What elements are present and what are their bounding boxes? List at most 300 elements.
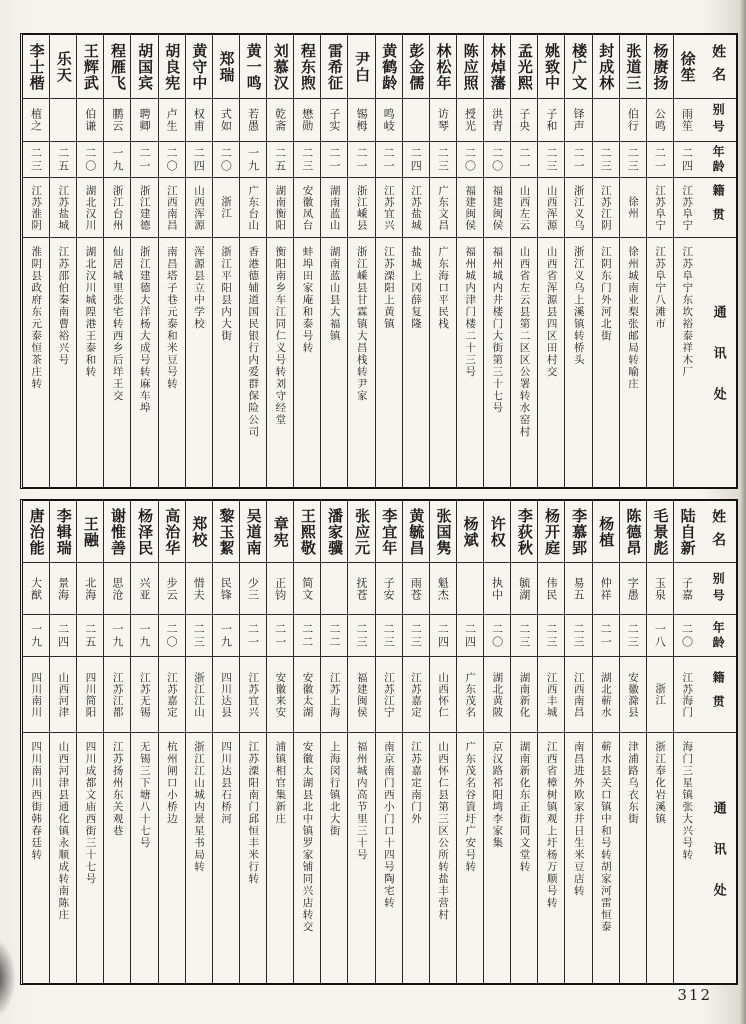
person-name-cell	[348, 501, 374, 563]
person-native-place-cell	[159, 178, 185, 238]
person-age: 二五	[273, 146, 287, 173]
person-alias-cell	[50, 563, 76, 615]
person-native-place-cell	[538, 657, 564, 733]
person-address-cell	[348, 238, 374, 487]
person-age-cell	[647, 142, 673, 178]
person-age-cell	[159, 615, 185, 657]
person-address-cell	[430, 238, 456, 487]
person-alias: 鸣岐	[382, 108, 396, 132]
person-address: 福州城内津门楼二十三号	[464, 246, 477, 378]
person-native-place-cell	[647, 657, 673, 733]
person-column	[23, 501, 49, 983]
page-number: 312	[677, 986, 712, 1004]
person-address: 浑源县立中学校	[193, 246, 206, 330]
person-alias: 子和	[544, 108, 558, 132]
person-age: 二三	[436, 146, 450, 173]
person-alias-cell	[159, 99, 185, 142]
person-age-cell	[321, 142, 347, 178]
person-address: 蚌埠田家庵和泰号转	[301, 246, 314, 354]
person-address-cell	[294, 733, 320, 983]
person-name: 林松年	[434, 42, 453, 91]
person-name-cell	[403, 35, 429, 99]
person-column	[103, 501, 130, 983]
person-address-cell	[23, 733, 49, 983]
person-age-cell	[213, 142, 239, 178]
person-column	[23, 35, 49, 487]
person-native-place: 江苏盐城	[57, 184, 70, 231]
person-name: 胡良宪	[163, 42, 182, 91]
person-name-cell	[511, 501, 537, 563]
person-address-cell	[50, 733, 76, 983]
person-age: 二一	[572, 146, 586, 173]
person-name: 吴道南	[244, 507, 263, 556]
person-age-cell	[538, 615, 564, 657]
person-name: 唐治能	[27, 507, 46, 556]
person-age: 二四	[680, 146, 694, 173]
person-alias-cell	[240, 99, 266, 142]
person-alias-cell	[403, 99, 429, 142]
person-address-cell	[159, 238, 185, 487]
person-column	[239, 501, 266, 983]
person-age-cell	[213, 615, 239, 657]
person-address: 山西省左云县第二区区公署转水窑村	[518, 246, 531, 438]
header-address-cell	[700, 238, 736, 487]
person-address-cell	[484, 238, 510, 487]
person-alias-cell	[186, 99, 212, 142]
person-age: 二一	[653, 146, 667, 173]
person-alias: 雨苍	[409, 576, 423, 601]
person-name-cell	[593, 501, 619, 563]
person-native-place: 江苏阜宁	[681, 184, 694, 231]
person-name: 黄一鸣	[244, 42, 263, 91]
person-address: 江西省樟树镇观上圩杨万顺号转	[545, 741, 558, 909]
person-name-cell	[267, 35, 293, 99]
person-name: 张应元	[353, 507, 372, 556]
person-alias-cell	[321, 563, 347, 615]
person-native-place: 江苏嘉定	[410, 671, 423, 718]
person-native-place: 江苏无锡	[138, 671, 151, 718]
person-age: 二〇	[490, 622, 504, 649]
header-age-cell	[700, 142, 736, 178]
person-native-place: 徐州	[627, 196, 640, 219]
person-native-place: 浙江	[654, 683, 667, 706]
person-name-cell	[484, 35, 510, 99]
person-address-cell	[104, 733, 130, 983]
person-column	[564, 501, 591, 983]
person-address-cell	[538, 238, 564, 487]
person-address: 南京南门西小门口十四号陶宅转	[382, 741, 395, 909]
person-age: 一九	[246, 146, 260, 173]
person-address-cell	[213, 238, 239, 487]
header-name-label: 姓名	[710, 43, 727, 90]
person-age: 一九	[110, 622, 124, 649]
person-alias: 铎声	[572, 108, 586, 132]
header-name-cell	[700, 501, 736, 563]
person-column	[158, 35, 185, 487]
person-address: 仙居城里张宅转西乡后垟王交	[111, 246, 124, 402]
person-address: 湖北汉川城隍港王泰和转	[84, 246, 97, 378]
person-native-place: 江苏海门	[681, 671, 694, 718]
person-alias: 少三	[246, 576, 260, 601]
person-column	[266, 501, 293, 983]
bottom-band	[20, 499, 738, 985]
person-native-place-cell	[321, 178, 347, 238]
header-address-cell	[700, 733, 736, 983]
person-native-place: 山西河津	[57, 671, 70, 718]
person-alias-cell	[376, 563, 402, 615]
person-name-cell	[186, 35, 212, 99]
person-address: 江苏阜宁东坎裕泰祥木厂	[681, 246, 694, 378]
person-native-place-cell	[620, 657, 646, 733]
person-address-cell	[321, 238, 347, 487]
person-address: 安徽太湖县北中镇罗家铺同兴店转交	[301, 741, 314, 933]
person-name: 王熙敬	[298, 507, 317, 556]
person-age: 一九	[219, 622, 233, 649]
person-age-cell	[457, 615, 483, 657]
person-age: 二三	[544, 146, 558, 173]
person-native-place-cell	[457, 178, 483, 238]
person-alias-cell	[620, 563, 646, 615]
person-alias-cell	[484, 99, 510, 142]
person-native-place: 浙江嵊县	[355, 184, 368, 231]
person-alias-cell	[403, 563, 429, 615]
person-alias: 子嘉	[680, 576, 694, 601]
person-native-place: 福建闽侯	[491, 184, 504, 231]
person-column	[429, 35, 456, 487]
person-name-cell	[104, 35, 130, 99]
person-native-place-cell	[376, 178, 402, 238]
person-name: 姚致中	[542, 42, 561, 91]
person-age-cell	[430, 615, 456, 657]
person-name-cell	[77, 35, 103, 99]
person-native-place: 江苏盐城	[410, 184, 423, 231]
person-native-place: 安徽太湖	[301, 671, 314, 718]
person-alias-cell	[348, 99, 374, 142]
person-address: 浦镇相官集新庄	[274, 741, 287, 825]
person-age-cell	[565, 142, 591, 178]
person-address-cell	[131, 238, 157, 487]
person-column	[347, 501, 374, 983]
person-address: 南昌塔子巷元泰和米豆号转	[165, 246, 178, 390]
person-age-cell	[620, 142, 646, 178]
person-name-cell	[131, 501, 157, 563]
person-age-cell	[321, 615, 347, 657]
person-address-cell	[321, 733, 347, 983]
person-native-place-cell	[348, 657, 374, 733]
person-alias-cell	[104, 99, 130, 142]
person-native-place-cell	[186, 657, 212, 733]
person-native-place: 江苏江都	[111, 671, 124, 718]
person-name: 章宪	[271, 515, 290, 548]
person-address-cell	[267, 733, 293, 983]
person-name: 孟光熙	[515, 42, 534, 91]
person-alias-cell	[77, 563, 103, 615]
person-name-cell	[159, 35, 185, 99]
person-alias: 字愚	[626, 576, 640, 601]
person-age: 二四	[56, 622, 70, 649]
scan-edge-shadow	[740, 0, 746, 1024]
person-native-place-cell	[294, 657, 320, 733]
person-native-place: 广东文昌	[437, 184, 450, 231]
person-age-cell	[593, 615, 619, 657]
person-age: 二五	[83, 622, 97, 649]
person-age-cell	[131, 615, 157, 657]
person-age: 二一	[517, 146, 531, 173]
person-native-place: 浙江江山	[193, 671, 206, 718]
person-alias: 式如	[219, 108, 233, 132]
person-address-cell	[240, 733, 266, 983]
person-address-cell	[647, 733, 673, 983]
person-age-cell	[77, 615, 103, 657]
person-native-place-cell	[674, 657, 700, 733]
person-name-cell	[647, 35, 673, 99]
person-address: 江苏嘉定南门外	[410, 741, 423, 825]
person-age-cell	[647, 615, 673, 657]
person-native-place-cell	[240, 657, 266, 733]
person-address-cell	[674, 733, 700, 983]
person-name-cell	[565, 35, 591, 99]
person-alias-cell	[511, 99, 537, 142]
person-alias-cell	[23, 99, 49, 142]
person-column	[673, 501, 700, 983]
person-column	[510, 501, 537, 983]
person-alias: 执中	[490, 576, 504, 601]
person-column	[266, 35, 293, 487]
person-alias-cell	[484, 563, 510, 615]
header-address-label: 通讯处	[710, 800, 726, 924]
person-age: 二一	[382, 146, 396, 173]
person-age: 二四	[436, 622, 450, 649]
person-native-place: 江苏淮阴	[30, 184, 43, 231]
person-native-place-cell	[593, 178, 619, 238]
person-name: 黄毓昌	[407, 507, 426, 556]
person-age-cell	[104, 142, 130, 178]
person-address-cell	[484, 733, 510, 983]
person-age-cell	[674, 142, 700, 178]
person-name-cell	[538, 501, 564, 563]
person-age: 二三	[544, 622, 558, 649]
person-address: 浙江嵊县甘霖镇大昌栈转尹家	[355, 246, 368, 402]
person-age-cell	[104, 615, 130, 657]
person-column	[130, 35, 157, 487]
person-native-place-cell	[321, 657, 347, 733]
person-native-place: 江西南昌	[165, 184, 178, 231]
person-name: 程雁飞	[108, 42, 127, 91]
person-age: 二一	[138, 146, 152, 173]
person-address: 四川南川西街韩春廷转	[30, 741, 43, 861]
person-native-place-cell	[457, 657, 483, 733]
person-alias-cell	[430, 99, 456, 142]
person-alias: 抚苍	[355, 576, 369, 601]
person-alias-cell	[457, 99, 483, 142]
person-native-place: 浙江台州	[111, 184, 124, 231]
person-age: 二一	[355, 146, 369, 173]
person-native-place: 江苏江宁	[382, 671, 395, 718]
person-age: 一九	[138, 622, 152, 649]
person-alias: 聘卿	[138, 108, 152, 132]
person-alias-cell	[620, 99, 646, 142]
person-address: 湖南蓝山县大福镇	[328, 246, 341, 342]
person-column	[429, 501, 456, 983]
person-name: 许权	[488, 515, 507, 548]
person-column	[293, 501, 320, 983]
person-alias-cell	[674, 99, 700, 142]
person-address-cell	[159, 733, 185, 983]
person-address: 南昌进外欧家井日生米豆店转	[572, 741, 585, 897]
person-age: 二三	[626, 622, 640, 649]
person-address: 蕲水县关口镇中和号转胡家河雷恒泰	[599, 741, 612, 933]
person-native-place-cell	[240, 178, 266, 238]
person-alias: 仲祥	[599, 576, 613, 601]
person-native-place: 山西浑源	[193, 184, 206, 231]
person-age-cell	[538, 142, 564, 178]
person-address-cell	[593, 733, 619, 983]
person-age: 二〇	[463, 146, 477, 173]
person-age: 二三	[355, 622, 369, 649]
person-alias: 洪青	[490, 108, 504, 132]
person-alias: 大猷	[29, 576, 43, 601]
person-age: 二四	[463, 622, 477, 649]
person-name-cell	[538, 35, 564, 99]
person-address-cell	[104, 238, 130, 487]
person-age: 二三	[300, 146, 314, 173]
person-native-place-cell	[77, 657, 103, 733]
person-alias: 景海	[56, 576, 70, 601]
person-age-cell	[674, 615, 700, 657]
person-address-cell	[23, 238, 49, 487]
person-address-cell	[376, 733, 402, 983]
person-name: 李辑瑞	[54, 507, 73, 556]
person-native-place-cell	[430, 657, 456, 733]
person-age: 二一	[246, 622, 260, 649]
person-address-cell	[213, 733, 239, 983]
person-address-cell	[620, 733, 646, 983]
person-address: 衡阳南乡车江同仁义号转刘守经堂	[274, 246, 287, 426]
person-name: 杨泽民	[136, 507, 155, 556]
person-native-place: 湖北蕲水	[599, 671, 612, 718]
person-alias: 思沧	[110, 576, 124, 601]
header-alias-label: 别号	[711, 103, 726, 137]
person-column	[483, 35, 510, 487]
person-alias-cell	[240, 563, 266, 615]
person-alias-cell	[430, 563, 456, 615]
header-native-place-label: 籍贯	[711, 670, 726, 719]
person-age: 二〇	[165, 622, 179, 649]
person-native-place: 山西浑源	[545, 184, 558, 231]
person-alias-cell	[77, 99, 103, 142]
person-age: 二四	[192, 146, 206, 173]
person-name: 徐笙	[678, 50, 697, 83]
person-column	[619, 35, 646, 487]
person-name-cell	[131, 35, 157, 99]
person-native-place-cell	[159, 657, 185, 733]
person-native-place: 广东台山	[247, 184, 260, 231]
person-age-cell	[403, 615, 429, 657]
person-age: 二三	[382, 622, 396, 649]
person-address: 盐城上冈薛复隆	[410, 246, 423, 330]
person-alias-cell	[267, 563, 293, 615]
person-age-cell	[511, 142, 537, 178]
person-name: 林焯藩	[488, 42, 507, 91]
person-name: 郑瑞	[217, 50, 236, 83]
person-name: 封成林	[597, 42, 616, 91]
person-name-cell	[159, 501, 185, 563]
person-alias-cell	[23, 563, 49, 615]
person-alias: 懋勋	[300, 108, 314, 132]
person-address-cell	[131, 733, 157, 983]
person-address-cell	[620, 238, 646, 487]
person-name: 李慕郢	[570, 507, 589, 556]
person-age: 一九	[110, 146, 124, 173]
person-name: 杨植	[597, 515, 616, 548]
person-name: 彭金儒	[407, 42, 426, 91]
person-native-place: 江苏上海	[328, 671, 341, 718]
person-native-place-cell	[77, 178, 103, 238]
person-native-place-cell	[538, 178, 564, 238]
person-column	[537, 35, 564, 487]
person-native-place-cell	[131, 178, 157, 238]
person-age-cell	[77, 142, 103, 178]
person-age: 一九	[29, 622, 43, 649]
person-column	[402, 501, 429, 983]
person-native-place: 江苏宜兴	[247, 671, 260, 718]
person-alias: 鹏云	[110, 108, 124, 132]
header-native-place-cell	[700, 657, 736, 733]
person-name: 王融	[81, 515, 100, 548]
person-age-cell	[240, 142, 266, 178]
person-address-cell	[50, 238, 76, 487]
person-column	[456, 35, 483, 487]
person-age-cell	[348, 142, 374, 178]
person-age: 一八	[653, 622, 667, 649]
person-address-cell	[77, 733, 103, 983]
person-name-cell	[50, 501, 76, 563]
person-address-cell	[77, 238, 103, 487]
person-address-cell	[240, 238, 266, 487]
person-address-cell	[565, 238, 591, 487]
person-address: 浙江平阳县内大街	[220, 246, 233, 342]
person-native-place-cell	[511, 178, 537, 238]
person-age: 二三	[192, 622, 206, 649]
person-alias-cell	[593, 99, 619, 142]
person-native-place-cell	[511, 657, 537, 733]
header-native-place-label: 籍贯	[711, 183, 726, 232]
person-address: 广东海口平民栈	[437, 246, 450, 330]
person-address: 江苏扬州东关观巷	[111, 741, 124, 837]
person-column	[619, 501, 646, 983]
person-column	[212, 35, 239, 487]
person-address-cell	[376, 238, 402, 487]
person-native-place: 湖南衡阳	[274, 184, 287, 231]
person-age: 二三	[409, 622, 423, 649]
person-alias: 毓湖	[517, 576, 531, 601]
person-native-place: 安徽来安	[274, 671, 287, 718]
person-alias: 授光	[463, 108, 477, 132]
person-native-place: 江苏嘉定	[165, 671, 178, 718]
person-alias: 植之	[29, 108, 43, 132]
person-address-cell	[186, 238, 212, 487]
person-name-cell	[403, 501, 429, 563]
person-alias: 伯行	[626, 108, 640, 132]
person-alias: 公鸣	[653, 108, 667, 132]
person-name-cell	[294, 501, 320, 563]
header-age-cell	[700, 615, 736, 657]
person-name-cell	[457, 501, 483, 563]
person-alias-cell	[159, 563, 185, 615]
person-age-cell	[23, 615, 49, 657]
person-native-place: 安徽滁县	[627, 671, 640, 718]
person-alias-cell	[294, 563, 320, 615]
